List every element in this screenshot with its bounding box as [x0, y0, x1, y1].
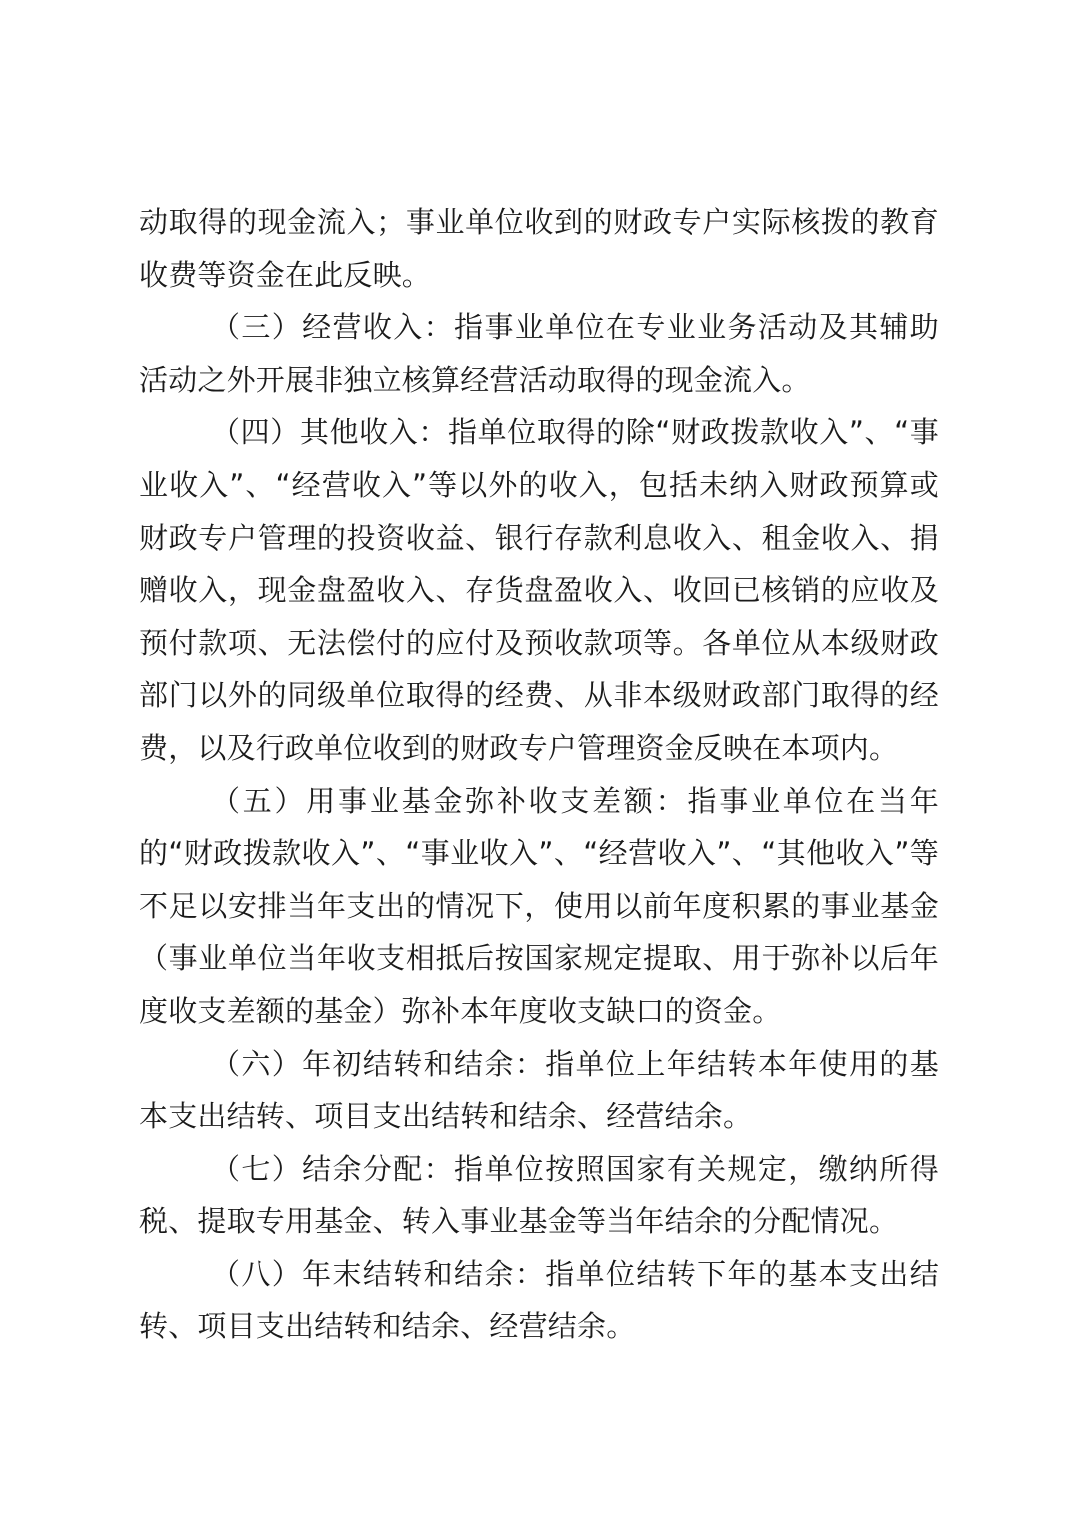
paragraph-beginning-carryover: （六）年初结转和结余：指单位上年结转本年使用的基本支出结转、项目支出结转和结余、经营结余。 [139, 1046, 939, 1134]
paragraph-continuation: 动取得的现金流入；事业单位收到的财政专户实际核拨的教育收费等资金在此反映。 [139, 205, 939, 292]
paragraph-operating-income: （三）经营收入：指事业单位在专业业务活动及其辅助活动之外开展非独立核算经营活动取得的现金流入。 [139, 310, 939, 397]
document-body [139, 196, 939, 1353]
paragraph-other-income: （四）其他收入：指单位取得的除“财政拨款收入”、“事业收入”、“经营收入”等以外的收入，包括未纳入财政预算或财政专户管理的投资收益、银行存款利息收入、租金收入、捐赠收入，现金盘盈收入、存货盘盈收入、收回已核销的应收及预付款项、无法偿付的应付及预收款项等。各单位从本级财政部门以外的同级单位取得的经费、从非本级财政部门取得的经费，以及行政单位收到的财政专户管理资金反映在本项内。 [139, 415, 939, 765]
paragraph-business-fund-offset: （五）用事业基金弥补收支差额：指事业单位在当年的“财政拨款收入”、“事业收入”、“经营收入”、“其他收入”等不足以安排当年支出的情况下，使用以前年度积累的事业基金（事业单位当年收支相抵后按国家规定提取、用于弥补以后年度收支差额的基金）弥补本年度收支缺口的资金。 [139, 783, 939, 1028]
paragraph-ending-carryover: （八）年末结转和结余：指单位结转下年的基本支出结转、项目支出结转和结余、经营结余。 [139, 1256, 939, 1344]
paragraph-surplus-distribution: （七）结余分配：指单位按照国家有关规定，缴纳所得税、提取专用基金、转入事业基金等当年结余的分配情况。 [139, 1151, 939, 1239]
